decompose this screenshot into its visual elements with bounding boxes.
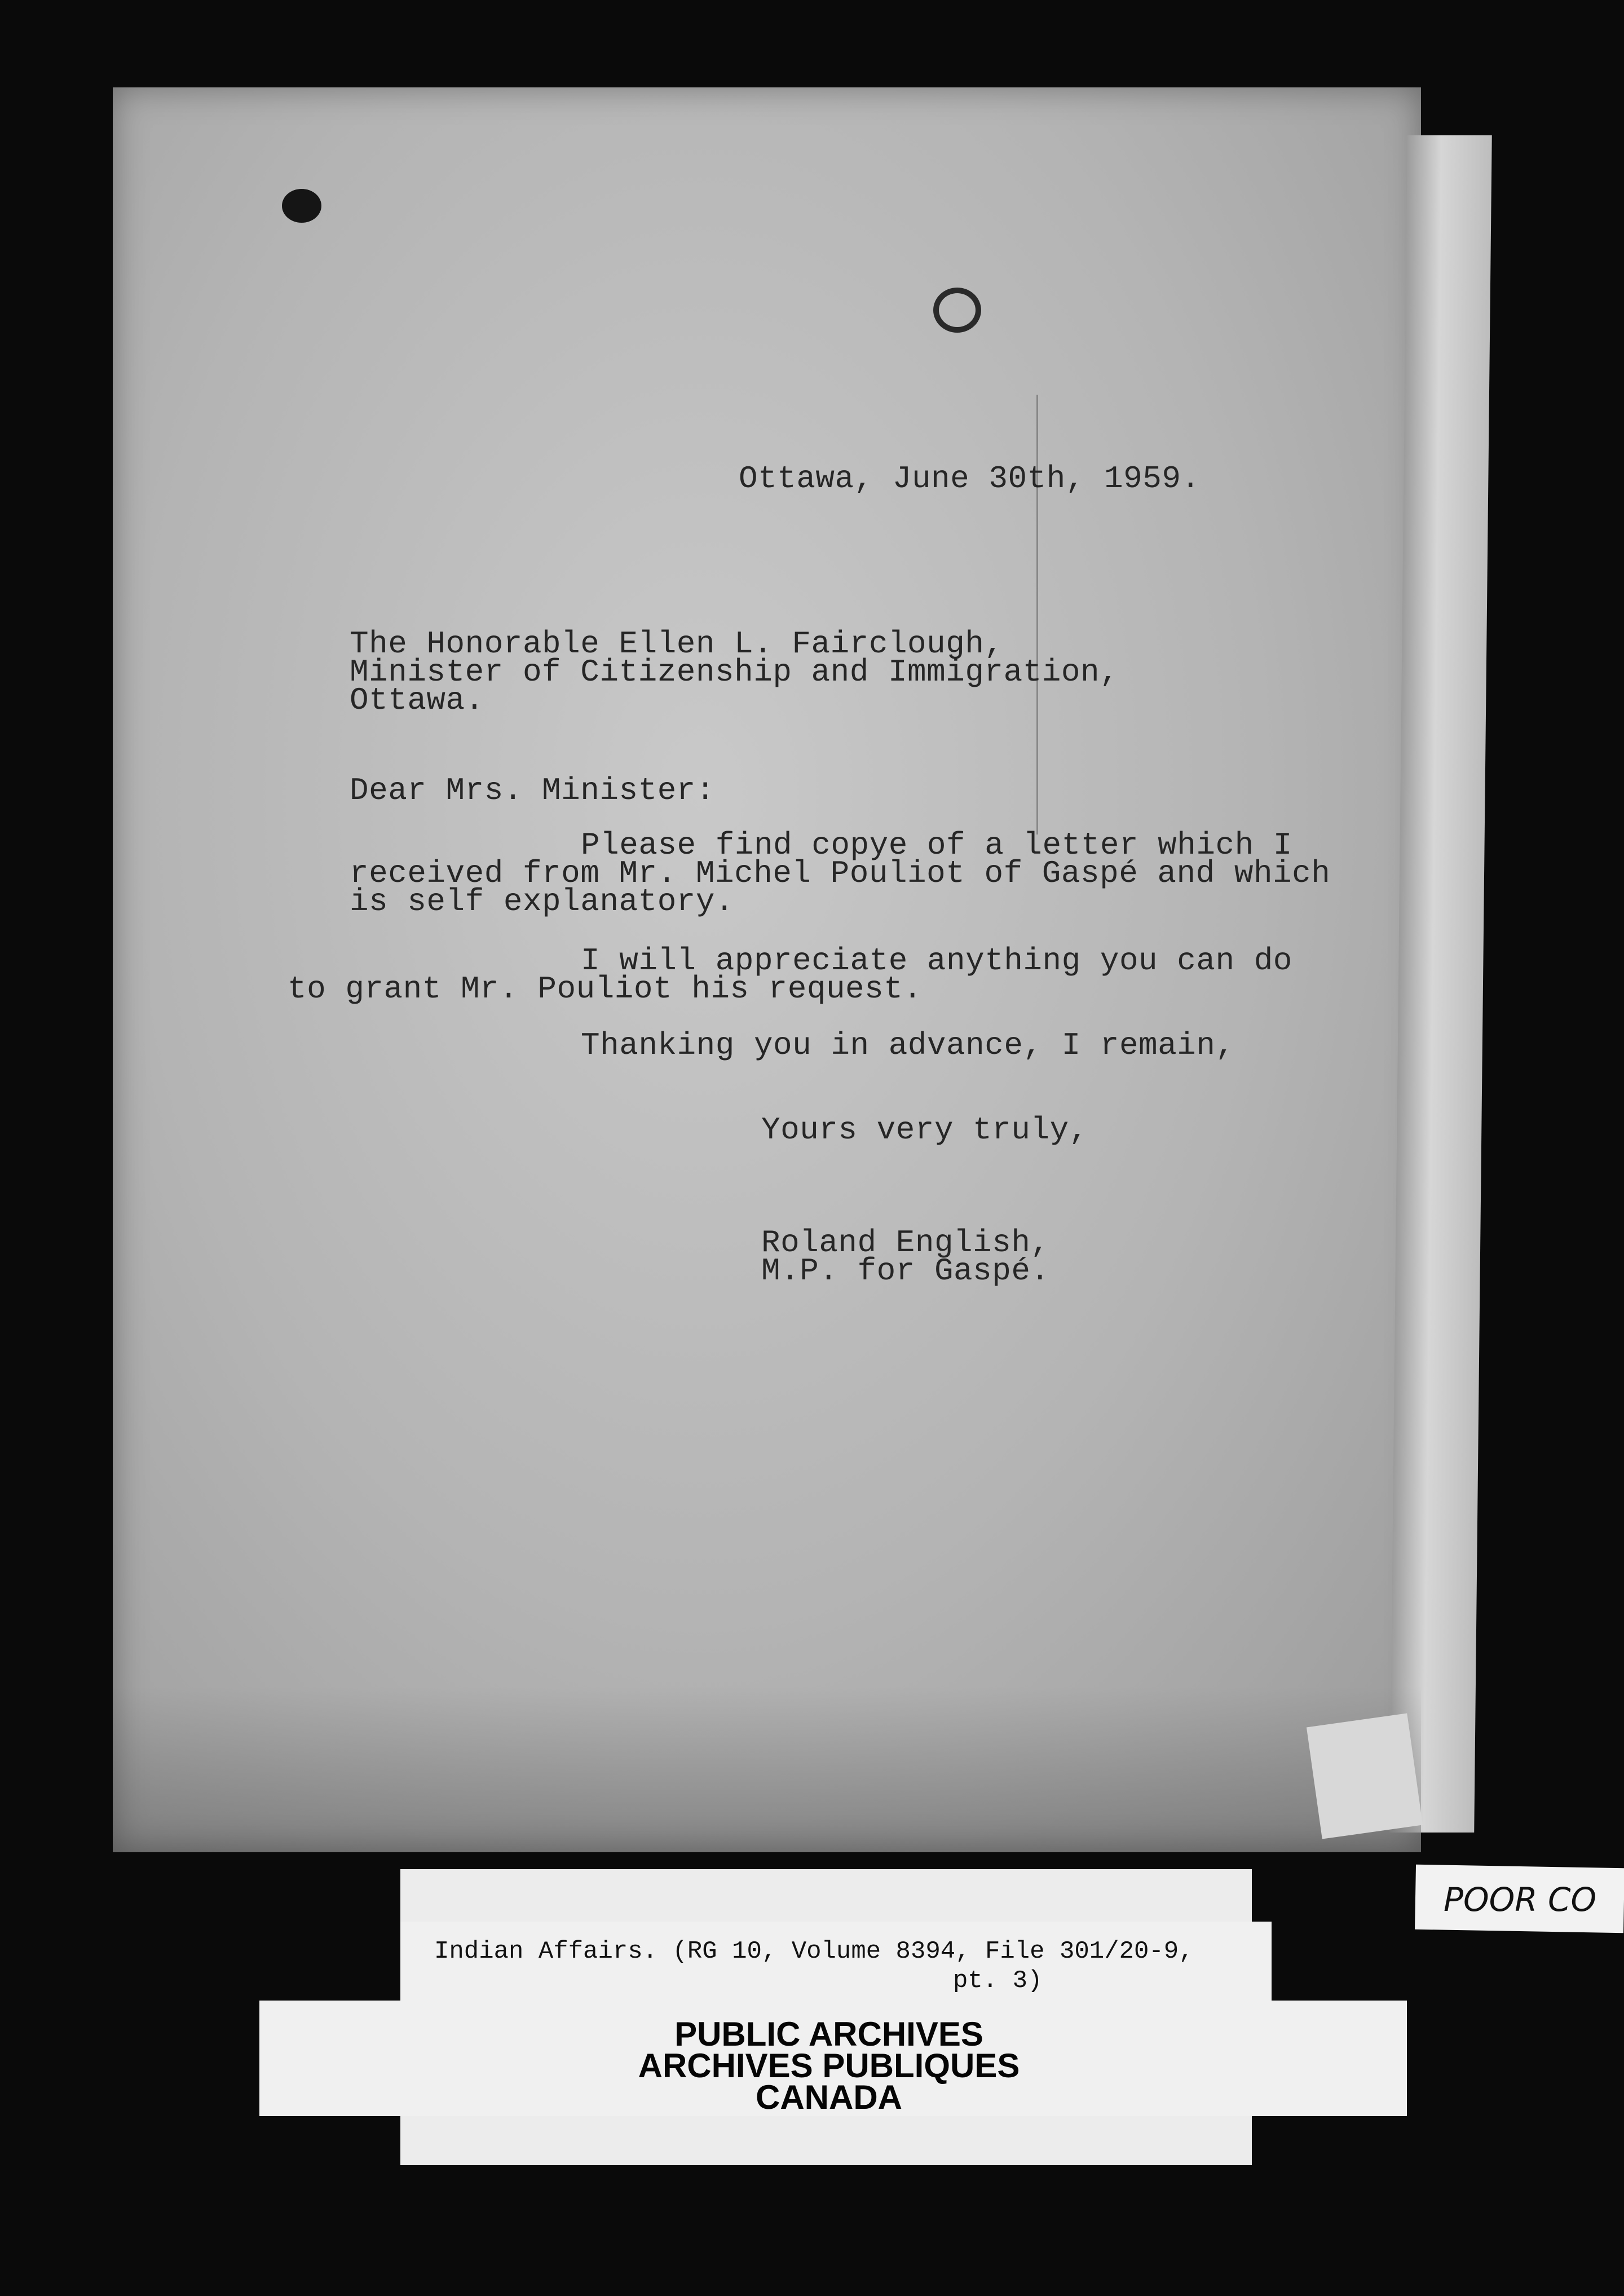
recipient-title: Minister of Citizenship and Immigration, <box>350 654 1119 690</box>
archives-name-french: ARCHIVES PUBLIQUES <box>638 2047 1020 2085</box>
body-line: Thanking you in advance, I remain, <box>581 1027 1235 1063</box>
recipient-city: Ottawa. <box>350 682 484 718</box>
body-line: to grant Mr. Pouliot his request. <box>288 971 923 1007</box>
archives-country: CANADA <box>756 2078 902 2116</box>
archive-citation-line-1: Indian Affairs. (RG 10, Volume 8394, File 301/20-9, <box>434 1937 1194 1966</box>
archives-name-english: PUBLIC ARCHIVES <box>674 2015 983 2053</box>
signature-name: Roland English, <box>761 1225 1050 1261</box>
label-notch-left <box>259 1922 400 2001</box>
body-line: I will appreciate anything you can do <box>581 943 1292 979</box>
signature-title: M.P. for Gaspé. <box>761 1253 1050 1289</box>
folded-corner <box>1307 1713 1423 1839</box>
body-line: is self explanatory. <box>350 884 735 920</box>
letter-date: Ottawa, June 30th, 1959. <box>739 461 1201 497</box>
recipient-name: The Honorable Ellen L. Fairclough, <box>350 626 1004 662</box>
label-notch-right <box>1272 1922 1407 2001</box>
archive-citation-line-2: pt. 3) <box>953 1967 1043 1995</box>
complimentary-closing: Yours very truly, <box>761 1112 1088 1148</box>
sheet-bottom-shadow <box>113 1686 1421 1852</box>
sheet-curled-edge <box>1389 135 1492 1833</box>
body-line: Please find copye of a letter which I <box>581 827 1292 863</box>
ring-stain <box>933 288 981 333</box>
condition-tag-text: POOR CO <box>1444 1880 1597 1919</box>
salutation: Dear Mrs. Minister: <box>350 772 716 809</box>
body-line: received from Mr. Michel Pouliot of Gaspé and which <box>350 855 1331 891</box>
punch-hole-stain <box>282 189 321 223</box>
